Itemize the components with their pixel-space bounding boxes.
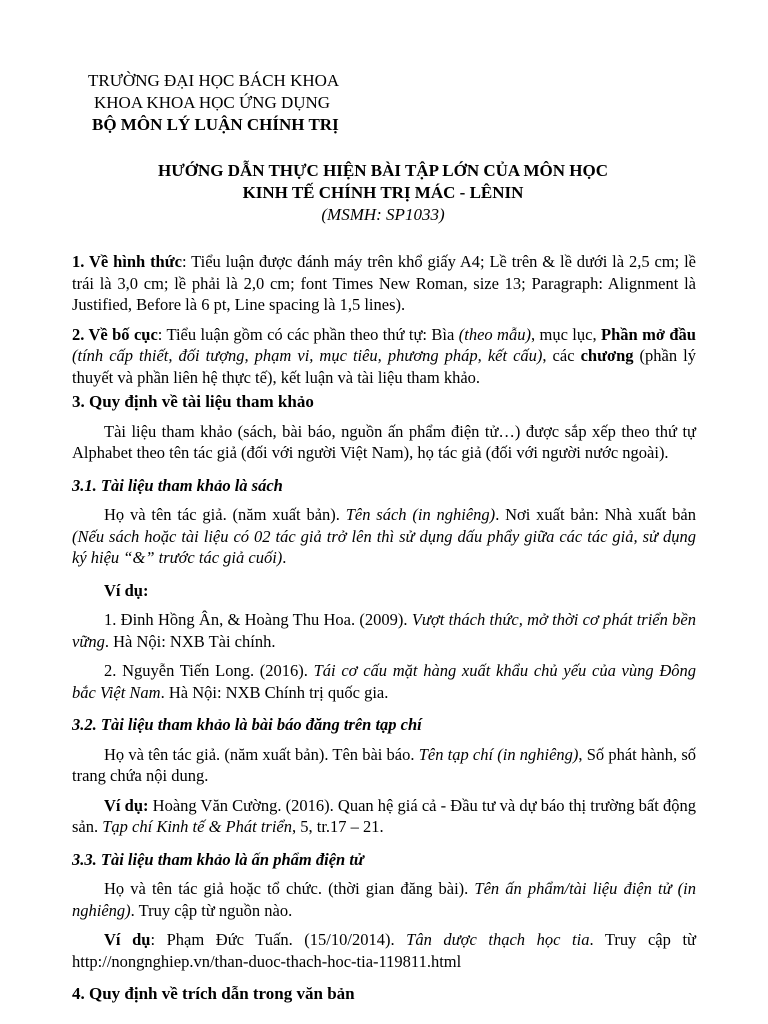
section-2-text: (phần lý thuyết và phần liên hệ thực tế), kết luận và tài liệu tham khảo.: [72, 346, 696, 387]
faculty-name: KHOA KHOA HỌC ỨNG DỤNG: [94, 93, 331, 112]
document-body: [72, 251, 696, 1005]
example-italic: Tái cơ cấu mặt hàng xuất khẩu chủ yếu của vùng Đông bắc Việt Nam: [72, 661, 696, 702]
section-2-label: 2. Về bố cục: [72, 324, 158, 344]
subsection-3-1-heading: 3.1. Tài liệu tham khảo là sách: [72, 475, 283, 495]
example-text: , 5, tr.17 – 21.: [292, 817, 384, 836]
university-name: TRƯỜNG ĐẠI HỌC BÁCH KHOA: [88, 71, 340, 90]
format-text: .: [282, 548, 287, 567]
format-text: , Số phát hành, số trang chứa nội dung.: [72, 744, 696, 785]
subsection-3-1-format: [72, 504, 696, 569]
section-2-cover-note: (theo mẫu): [458, 324, 531, 344]
format-text: Họ và tên tác giả hoặc tổ chức. (thời gian đăng bài).: [104, 879, 475, 898]
section-3-intro: Tài liệu tham khảo (sách, bài báo, nguồn ấn phẩm điện tử…) được sắp xếp theo thứ tự Alphabet theo tên tác giả (đối với người Việt Nam), họ tác giả (đối với người nước ngoài).: [72, 421, 696, 462]
example-label: Ví dụ: [104, 930, 151, 949]
format-italic: Tên sách (in nghiêng): [345, 505, 496, 524]
example-text: Hoàng Văn Cường. (2016). Quan hệ giá cả - Đầu tư và dự báo thị trường bất động sản.: [72, 795, 696, 836]
example-2: [72, 660, 696, 703]
example-italic: Vượt thách thức, mở thời cơ phát triển bền vững: [72, 610, 696, 651]
format-text: Họ và tên tác giả. (năm xuất bản).: [104, 505, 346, 524]
section-2-intro-label: Phần mở đầu: [601, 324, 696, 344]
section-2-text: : Tiểu luận gồm có các phần theo thứ tự: Bìa: [157, 324, 459, 344]
department-name: BỘ MÔN LÝ LUẬN CHÍNH TRỊ: [92, 115, 339, 134]
section-1-text: : Tiểu luận được đánh máy trên khổ giấy A4; Lề trên & lề dưới là 2,5 cm; lề trái là 3,0 cm; lề phải là 2,0 cm; font Times New Roman, size 13; Paragraph: Alignment là Justified, Before là 6 pt, Line spacing là 1,5 lines).: [72, 252, 696, 314]
example-text: 1. Đinh Hồng Ân, & Hoàng Thu Hoa. (2009).: [104, 610, 412, 629]
section-2-text: , các: [542, 346, 581, 365]
example-italic: Tạp chí Kinh tế & Phát triển: [102, 817, 292, 836]
example-italic: Tân dược thạch học tia: [406, 930, 590, 949]
format-italic: (Nếu sách hoặc tài liệu có 02 tác giả trở lên thì sử dụng dấu phẩy giữa các tác giả, sử dụng ký hiệu “&” trước tác giả cuối): [72, 526, 696, 567]
section-2-intro-note: (tính cấp thiết, đối tượng, phạm vi, mục tiêu, phương pháp, kết cấu): [72, 346, 543, 365]
example-text: 2. Nguyễn Tiến Long. (2016).: [104, 661, 314, 680]
subsection-3-2-example: [72, 795, 696, 838]
section-2-chapter-label: chương: [580, 346, 634, 365]
example-label: Ví dụ:: [104, 580, 149, 600]
format-text: Họ và tên tác giả. (năm xuất bản). Tên bài báo.: [104, 744, 419, 764]
example-1: [72, 609, 696, 652]
section-2-paragraph: [72, 324, 696, 389]
subsection-3-2-heading: 3.2. Tài liệu tham khảo là bài báo đăng trên tạp chí: [72, 715, 422, 734]
example-text: . Truy cập từ: [589, 930, 696, 949]
format-italic: Tên tạp chí (in nghiêng): [418, 744, 579, 764]
example-text: : Phạm Đức Tuấn. (15/10/2014).: [150, 930, 407, 949]
course-code: (MSMH: SP1033): [321, 205, 445, 224]
example-text: . Hà Nội: NXB Chính trị quốc gia.: [160, 682, 389, 702]
section-1-label: 1. Về hình thức: [72, 252, 182, 271]
example-label: Ví dụ:: [104, 795, 149, 815]
subsection-3-3-format: [72, 878, 696, 921]
section-1-paragraph: [72, 251, 696, 316]
section-3-heading: 3. Quy định về tài liệu tham khảo: [72, 392, 314, 411]
example-text: . Hà Nội: NXB Tài chính.: [104, 631, 276, 651]
subsection-3-2-format: [72, 744, 696, 787]
institution-header: [78, 70, 339, 136]
section-2-text: , mục lục,: [530, 324, 601, 344]
format-text: . Nơi xuất bản: Nhà xuất bản: [495, 505, 696, 524]
subsection-3-3-example: [72, 929, 696, 972]
document-title-block: [70, 160, 696, 226]
section-4-heading: 4. Quy định về trích dẫn trong văn bản: [72, 984, 355, 1003]
document-title-line-2: KINH TẾ CHÍNH TRỊ MÁC - LÊNIN: [242, 183, 524, 202]
format-text: . Truy cập từ nguồn nào.: [130, 900, 293, 920]
document-title-line-1: HƯỚNG DẪN THỰC HIỆN BÀI TẬP LỚN CỦA MÔN HỌC: [157, 161, 609, 180]
example-url: http://nongnghiep.vn/than-duoc-thach-hoc-tia-119811.html: [72, 951, 462, 971]
subsection-3-3-heading: 3.3. Tài liệu tham khảo là ấn phẩm điện tử: [72, 849, 364, 869]
format-italic: Tên ấn phẩm/tài liệu điện tử (in nghiêng): [72, 879, 696, 920]
